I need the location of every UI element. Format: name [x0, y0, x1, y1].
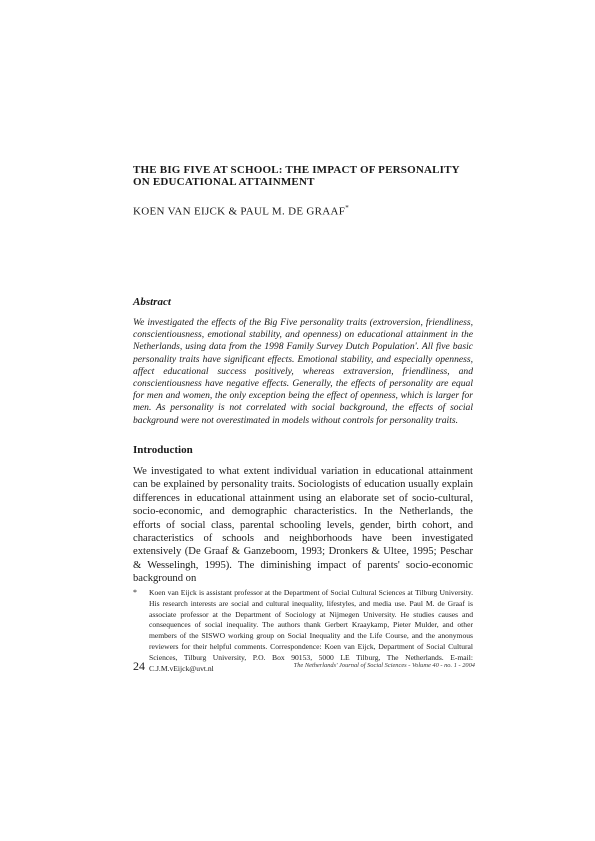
introduction-heading: Introduction — [133, 444, 193, 456]
author-names: KOEN VAN EIJCK & PAUL M. DE GRAAF — [133, 205, 346, 218]
introduction-text: We investigated to what extent individual variation in educational attainment can be explained by personality traits. Sociologists of education usually explain differences in educational attainment using an elaborate set of socio-cultural, socio-economic, and demographic characteristics. In the Netherlands, the efforts of social class, parental schooling levels, gender, birth cohort, and characteristics of schools and neighborhoods have been investigated extensively (De Graaf & Ganzeboom, 1993; Dronkers & Ultee, 1995; Peschar & Wesselingh, 1995). The diminishing impact of parents' socio-economic background on — [133, 466, 473, 585]
author-line — [133, 204, 349, 218]
footnote-mark: * — [133, 588, 137, 597]
footnote-text: Koen van Eijck is assistant professor at the Department of Social Cultural Sciences at Tilburg University. His research interests are social and cultural inequality, lifestyles, and media use. Paul M. de Graaf is associate professor at the Department of Sociology at Nijmegen University. He studies causes and consequences of social inequality. The authors thank Gerbert Kraaykamp, Pieter Mulder, and other members of the SISWO working group on Social Inequality and the Life Course, and the anonymous reviewers for their helpful comments. Correspondence: Koen van Eijck, Department of Social Cultural Sciences, Tilburg University, P.O. Box 90153, 5000 LE Tilburg, The Netherlands. E-mail: C.J.M.vEijck@uvt.nl — [149, 588, 473, 673]
page-number: 24 — [133, 659, 145, 673]
article-title: THE BIG FIVE AT SCHOOL: THE IMPACT OF PERSONALITY ON EDUCATIONAL ATTAINMENT — [133, 164, 460, 188]
author-footnote-mark: * — [345, 204, 350, 212]
abstract-heading: Abstract — [133, 296, 171, 308]
journal-running-footer: The Netherlands' Journal of Social Sciences - Volume 40 - no. 1 - 2004 — [293, 662, 475, 669]
abstract-text: We investigated the effects of the Big Five personality traits (extroversion, friendliness, conscientiousness, emotional stability, and openness) on educational attainment in the Netherlands, using data from the 1998 Family Survey Dutch Population'. All five basic personality traits have significant effects. Emotional stability, and especially openness, affect educational success positively, whereas extraversion, friendliness, and conscientiousness have negative effects. Generally, the effects of personality are equal for men and women, the only exception being the effect of openness, which is larger for men. As personality is not correlated with social background, the effects of social background were not overestimated in models without controls for personality traits. — [133, 317, 473, 426]
